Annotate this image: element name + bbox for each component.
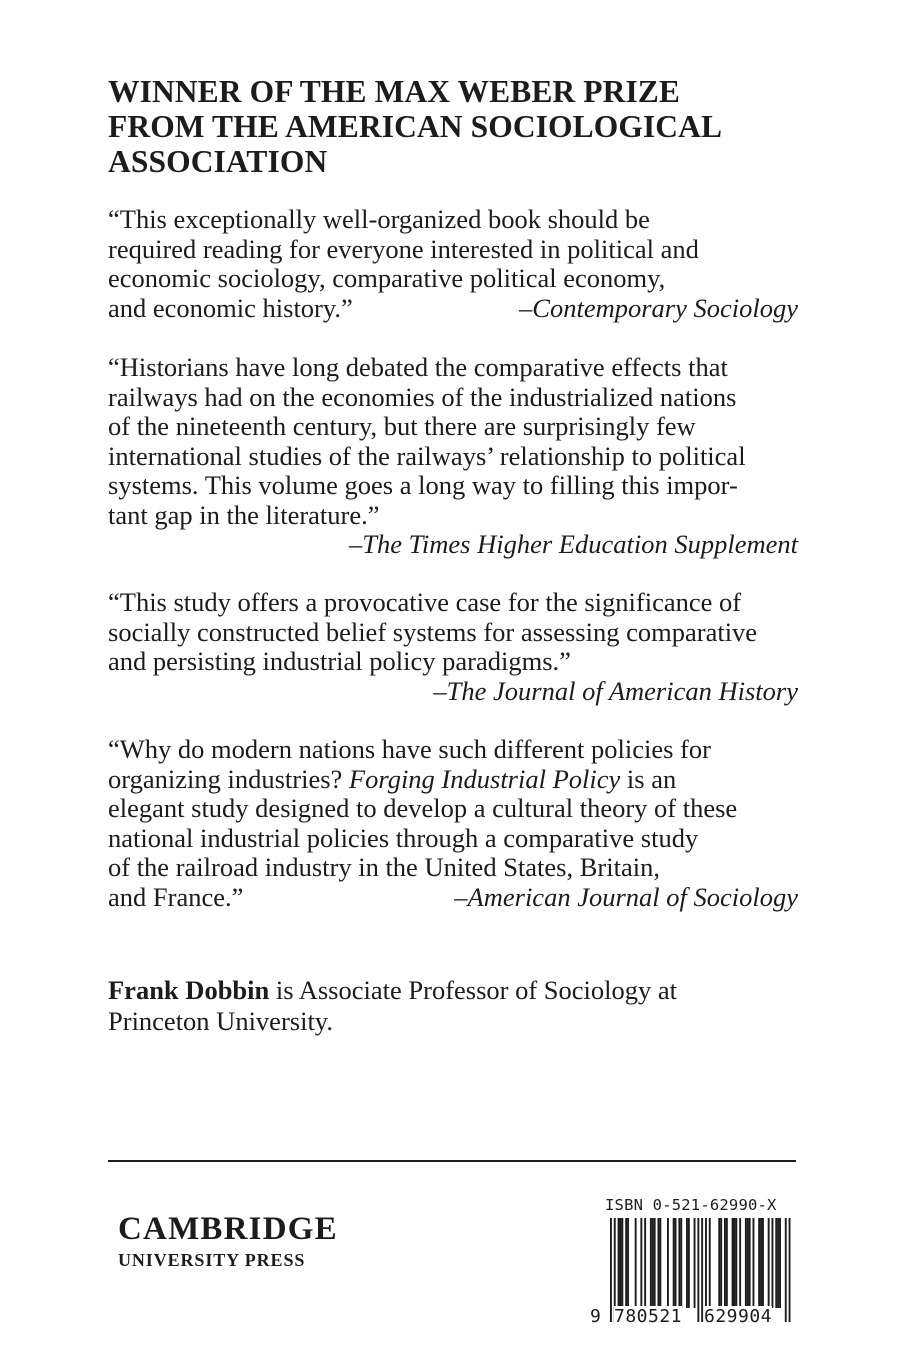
quote-last-row	[108, 294, 798, 324]
quote-last-row	[108, 883, 798, 913]
barcode-bar	[652, 1218, 654, 1308]
quote-line: economic sociology, comparative political economy,	[108, 263, 666, 293]
author-bio-line	[108, 975, 798, 1006]
barcode-bar	[775, 1218, 777, 1308]
quote-line: systems. This volume goes a long way to filling this impor-	[108, 470, 738, 500]
quote-line: required reading for everyone interested in political and	[108, 233, 699, 264]
review-quote-times-higher-education	[108, 353, 798, 560]
review-quote-journal-american-history	[108, 588, 798, 706]
quote-line: tant gap in the literature.”	[108, 499, 380, 530]
barcode-bar	[718, 1218, 720, 1308]
barcode-bar	[694, 1218, 696, 1308]
barcode-bar	[749, 1218, 751, 1308]
quote-line: and economic history.”	[108, 292, 353, 323]
review-quote-contemporary-sociology	[108, 205, 798, 323]
barcode-first-digit: 9	[590, 1306, 601, 1327]
quote-line: and France.”	[108, 881, 244, 912]
quote-line: railways had on the economies of the industrialized nations	[108, 381, 737, 412]
barcode-bar	[745, 1218, 747, 1308]
quote-line: “This exceptionally well-organized book should be	[108, 204, 650, 234]
barcode-bar	[747, 1218, 749, 1308]
quote-line: “Historians have long debated the comparative effects that	[108, 352, 728, 382]
barcode-bar	[644, 1218, 646, 1308]
quote-line-with-title	[108, 765, 798, 795]
barcode-bar	[732, 1218, 734, 1308]
isbn-label: ISBN 0-521-62990-X	[605, 1196, 777, 1214]
barcode-digits	[590, 1306, 798, 1328]
barcode-bar	[688, 1218, 690, 1308]
barcode-bar	[635, 1218, 637, 1308]
barcode-bar	[760, 1218, 762, 1308]
barcode-bar	[709, 1218, 711, 1308]
barcode-bar	[768, 1218, 770, 1308]
headline-line: FROM THE AMERICAN SOCIOLOGICAL	[108, 109, 723, 144]
headline-line: ASSOCIATION	[108, 144, 328, 179]
barcode-bar	[753, 1218, 755, 1308]
quote-line: elegant study designed to develop a cultural theory of these	[108, 793, 738, 823]
quote-line: international studies of the railways’ relationship to political	[108, 440, 746, 471]
barcode-bar	[627, 1218, 629, 1308]
quote-source: –Contemporary Sociology	[519, 292, 798, 323]
barcode-bar	[777, 1218, 779, 1308]
book-title: Forging Industrial Policy	[348, 763, 621, 794]
barcode-bar	[680, 1218, 682, 1308]
barcode-bar	[640, 1218, 642, 1308]
quote-source: –The Times Higher Education Supplement	[349, 529, 798, 559]
publisher-subname: UNIVERSITY PRESS	[118, 1250, 306, 1270]
quote-line: of the nineteenth century, but there are surprisingly few	[108, 411, 696, 441]
publisher-logo	[118, 1212, 358, 1270]
barcode-bar	[667, 1218, 669, 1308]
barcode-bar	[654, 1218, 656, 1308]
barcode-bar	[621, 1218, 623, 1308]
author-bio	[108, 975, 798, 1037]
quote-line: of the railroad industry in the United States, Britain,	[108, 852, 660, 882]
barcode-bar	[779, 1218, 781, 1308]
quote-text: is an	[620, 763, 677, 794]
barcode-digit-group: 780521	[614, 1306, 683, 1327]
barcode-bar	[734, 1218, 736, 1308]
barcode-bar	[675, 1218, 677, 1308]
quote-source: –The Journal of American History	[433, 675, 798, 706]
publisher-name: CAMBRIDGE	[118, 1211, 338, 1247]
quote-line: socially constructed belief systems for assessing comparative	[108, 616, 758, 647]
barcode-bar	[735, 1218, 737, 1308]
author-name: Frank Dobbin	[108, 975, 270, 1005]
quote-line: national industrial policies through a comparative study	[108, 822, 699, 853]
review-quote-american-journal-sociology	[108, 735, 798, 912]
author-title: is Associate Professor of Sociology at	[269, 975, 678, 1005]
barcode-bar	[620, 1218, 622, 1308]
quote-text: organizing industries?	[108, 763, 349, 794]
quote-line: “This study offers a provocative case for the significance of	[108, 587, 742, 617]
barcode-bar	[726, 1218, 728, 1308]
barcode-bar	[618, 1218, 620, 1308]
barcode-bar	[739, 1218, 741, 1308]
barcode-digit-group: 629904	[704, 1306, 773, 1327]
barcode-bar	[720, 1218, 722, 1308]
award-headline	[108, 74, 808, 179]
divider	[108, 1160, 796, 1162]
quote-source: –American Journal of Sociology	[454, 881, 798, 912]
quote-line: “Why do modern nations have such different policies for	[108, 734, 711, 764]
barcode-bar	[650, 1218, 652, 1308]
barcode-bar	[659, 1218, 661, 1308]
author-bio-line: Princeton University.	[108, 1006, 333, 1036]
barcode-bar	[762, 1218, 764, 1308]
headline-line: WINNER OF THE MAX WEBER PRIZE	[108, 74, 681, 109]
barcode-bar	[758, 1218, 760, 1308]
quote-line: and persisting industrial policy paradigms.”	[108, 646, 571, 676]
barcode-bar	[625, 1218, 627, 1308]
barcode-bar	[724, 1218, 726, 1308]
barcode-bar	[658, 1218, 660, 1308]
barcode-bar	[673, 1218, 675, 1308]
barcode-bar	[772, 1218, 774, 1308]
barcode-bar	[678, 1218, 680, 1308]
barcode-bar	[705, 1218, 707, 1308]
barcode-bar	[686, 1218, 688, 1308]
isbn-barcode	[590, 1196, 798, 1328]
